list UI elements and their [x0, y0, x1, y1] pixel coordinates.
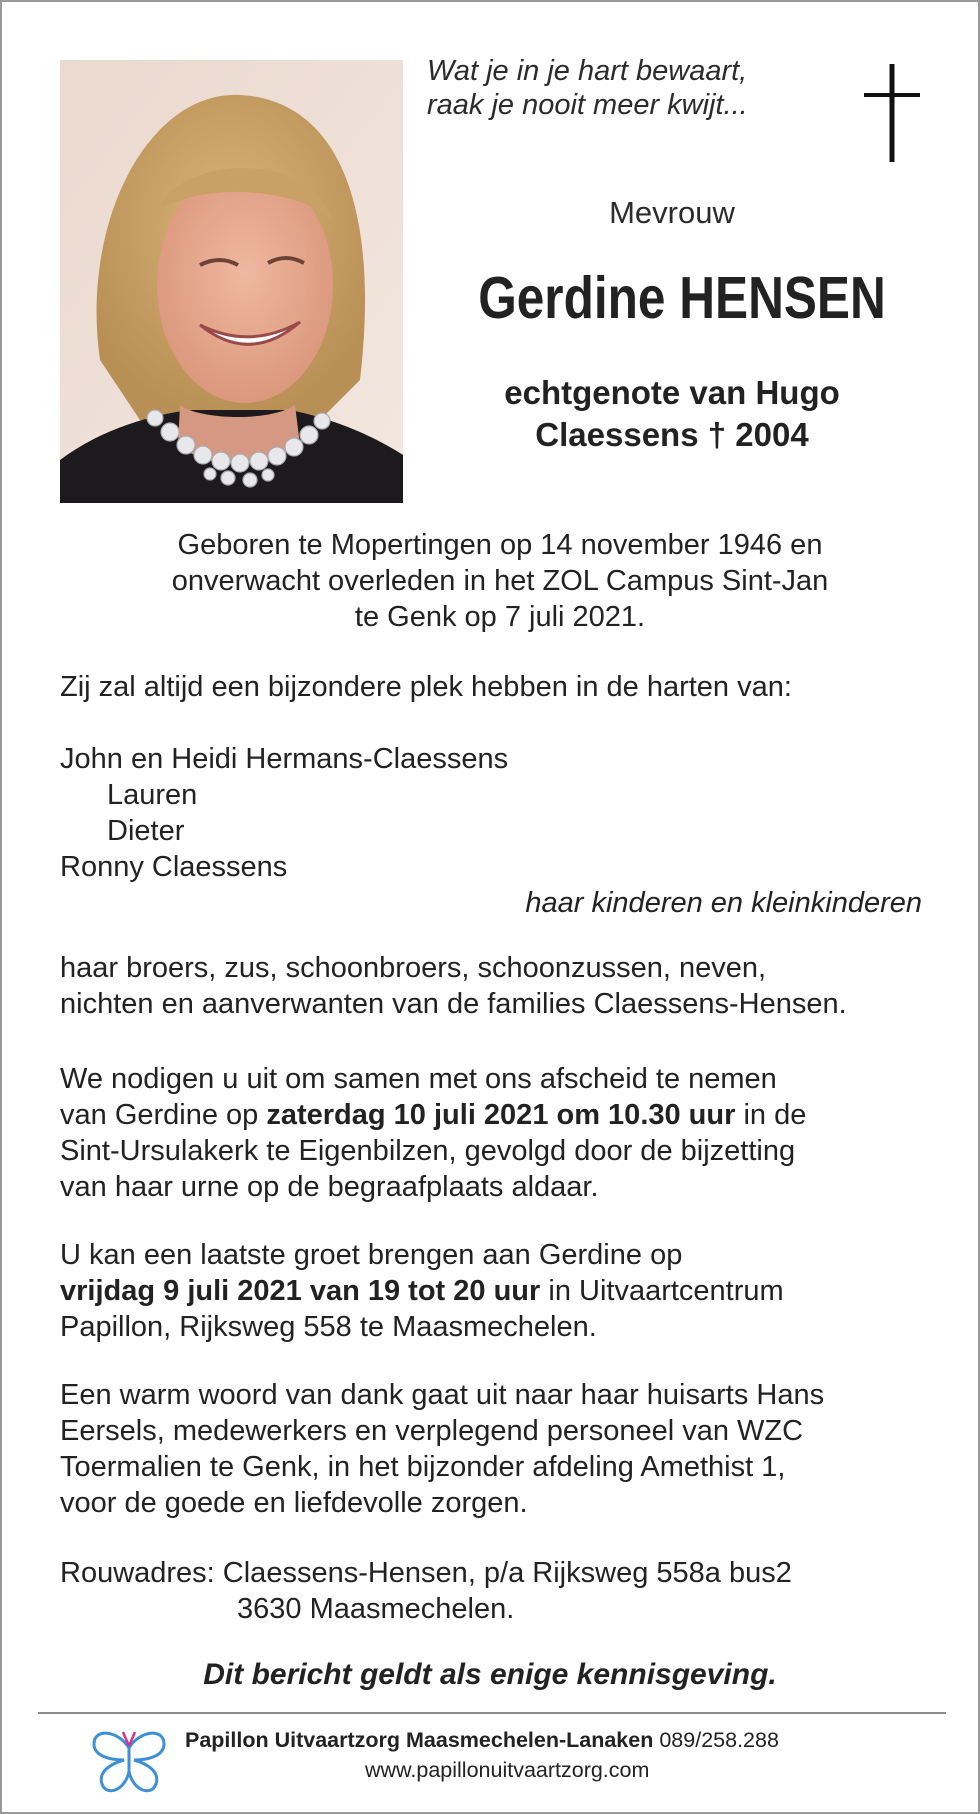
funeral-home-website: www.papillonuitvaartzorg.com: [365, 1758, 650, 1782]
thanks-line: Eersels, medewerkers en verplegend personeel van WZC: [60, 1415, 804, 1447]
motto-line: raak je nooit meer kwijt...: [427, 89, 748, 121]
funeral-text-span: in de: [735, 1099, 807, 1131]
funeral-line: We nodigen u uit om samen met ons afscheid te nemen: [60, 1063, 777, 1095]
spouse-line: [432, 372, 912, 456]
address-line-2: 3630 Maasmechelen.: [237, 1593, 515, 1625]
footer-divider: [38, 1712, 946, 1714]
cross-icon: [864, 64, 920, 162]
funeral-text: [60, 1061, 940, 1205]
birth-death-text: [60, 527, 940, 635]
relatives-line: nichten en aanverwanten van de families Claessens-Hensen.: [60, 988, 847, 1020]
visitation-text-span: in Uitvaartcentrum: [540, 1275, 784, 1307]
visitation-line: [60, 1273, 940, 1309]
funeral-date: zaterdag 10 juli 2021 om 10.30 uur: [266, 1099, 736, 1131]
spouse-line-1: echtgenote van Hugo: [504, 374, 840, 411]
visitation-line: Papillon, Rijksweg 558 te Maasmechelen.: [60, 1311, 597, 1343]
birth-death-line: Geboren te Mopertingen op 14 november 1946 en: [177, 529, 823, 561]
thanks-line: Toermalien te Genk, in het bijzonder afdeling Amethist 1,: [60, 1451, 786, 1483]
funeral-line: van haar urne op de begraafplaats aldaar.: [60, 1171, 599, 1203]
thanks-line: Een warm woord van dank gaat uit naar haar huisarts Hans: [60, 1379, 825, 1411]
relatives-line: haar broers, zus, schoonbroers, schoonzussen, neven,: [60, 952, 767, 984]
visitation-text: [60, 1237, 940, 1345]
funeral-home-name: Papillon Uitvaartzorg Maasmechelen-Lanaken: [185, 1728, 654, 1752]
notice-text: Dit bericht geldt als enige kennisgeving.: [203, 1658, 777, 1691]
mourning-address: [60, 1555, 940, 1627]
family-member: Ronny Claessens: [60, 851, 288, 883]
relatives-text: [60, 950, 940, 1022]
birth-death-line: te Genk op 7 juli 2021.: [354, 601, 646, 633]
funeral-line: [60, 1097, 940, 1133]
family-member: Lauren: [107, 779, 198, 811]
portrait-photo: [60, 60, 403, 503]
birth-death-line: onverwacht overleden in het ZOL Campus Sint-Jan: [171, 565, 829, 597]
thanks-line: voor de goede en liefdevolle zorgen.: [60, 1487, 528, 1519]
spouse-line-2: Claessens † 2004: [535, 416, 809, 453]
visitation-line: U kan een laatste groet brengen aan Gerdine op: [60, 1239, 683, 1271]
visitation-date: vrijdag 9 juli 2021 van 19 tot 20 uur: [60, 1275, 541, 1307]
family-member: Dieter: [107, 815, 185, 847]
intro-text: Zij zal altijd een bijzondere plek hebben in de harten van:: [60, 671, 792, 703]
funeral-home-line: [185, 1728, 779, 1753]
family-list: [60, 741, 922, 921]
butterfly-logo-icon: [88, 1720, 170, 1802]
address-line-1: Rouwadres: Claessens-Hensen, p/a Rijksweg 558a bus2: [60, 1557, 792, 1589]
thanks-text: [60, 1377, 940, 1521]
funeral-home-phone: 089/258.288: [653, 1728, 779, 1752]
funeral-text-span: van Gerdine op: [60, 1099, 267, 1131]
family-member: John en Heidi Hermans-Claessens: [60, 743, 509, 775]
deceased-name: Gerdine HENSEN: [478, 265, 886, 331]
motto: [427, 54, 787, 122]
family-caption: haar kinderen en kleinkinderen: [525, 887, 922, 919]
honorific: Mevrouw: [609, 195, 735, 230]
funeral-line: Sint-Ursulakerk te Eigenbilzen, gevolgd door de bijzetting: [60, 1135, 796, 1167]
motto-line: Wat je in je hart bewaart,: [427, 55, 748, 87]
